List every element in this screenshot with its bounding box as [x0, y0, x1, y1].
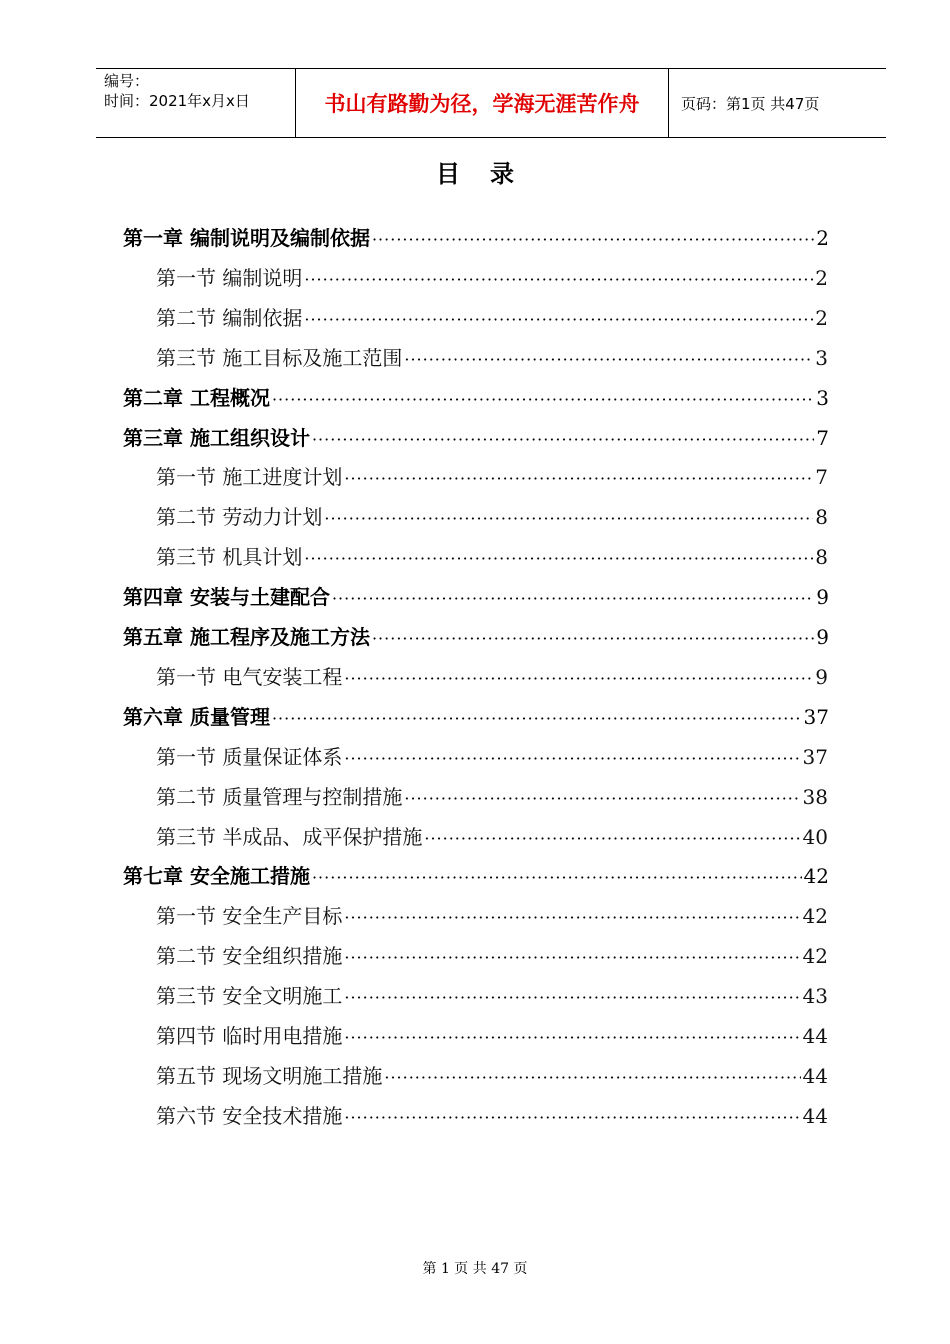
- toc-entry-page-number: 42: [803, 864, 829, 889]
- header-meta: [96, 69, 296, 137]
- toc-entry-page-number: 8: [815, 505, 828, 530]
- toc-entry-page-number: 42: [802, 904, 828, 929]
- toc-section-entry: [156, 781, 828, 817]
- toc-chapter-entry: [123, 581, 829, 617]
- toc-entry-page-number: 9: [815, 664, 828, 689]
- toc-entry-page-number: 2: [815, 265, 828, 290]
- header-motto: 书山有路勤为径，学海无涯苦作舟: [296, 69, 669, 137]
- toc-section-entry: [156, 1060, 828, 1096]
- toc-chapter-entry: [123, 701, 829, 737]
- toc-leader-dots: [304, 549, 813, 568]
- toc-section-entry: [156, 940, 828, 976]
- toc-entry-page-number: 8: [815, 545, 828, 570]
- toc-entry-page-number: 9: [816, 585, 829, 610]
- toc-entry-label: 第二节 质量管理与控制措施: [156, 784, 403, 809]
- toc-entry-page-number: 44: [802, 1063, 828, 1088]
- toc-entry-label: 第二节 安全组织措施: [156, 944, 343, 969]
- toc-chapter-entry: [123, 382, 829, 418]
- toc-entry-label: 第三章 施工组织设计: [123, 425, 310, 450]
- toc-entry-label: 第六节 安全技术措施: [156, 1103, 343, 1128]
- toc-leader-dots: [324, 509, 813, 528]
- document-time: 时间：2021年x月x日: [104, 92, 250, 110]
- toc-leader-dots: [304, 310, 813, 329]
- toc-entry-page-number: 40: [802, 824, 828, 849]
- toc-section-entry: [156, 541, 828, 577]
- toc-leader-dots: [272, 390, 814, 409]
- toc-entry-label: 第一节 施工进度计划: [156, 465, 343, 490]
- toc-entry-label: 第二章 工程概况: [123, 385, 270, 410]
- document-number-label: 编号：: [104, 72, 150, 90]
- toc-entry-page-number: 7: [816, 425, 829, 450]
- toc-leader-dots: [404, 789, 800, 808]
- toc-entry-label: 第一节 安全生产目标: [156, 904, 343, 929]
- toc-leader-dots: [404, 350, 813, 369]
- toc-entry-label: 第一节 编制说明: [156, 265, 303, 290]
- toc-entry-page-number: 7: [815, 465, 828, 490]
- toc-entry-label: 第四节 临时用电措施: [156, 1024, 343, 1048]
- toc-section-entry: [156, 821, 828, 857]
- toc-section-entry: [156, 302, 828, 338]
- toc-entry-label: 第三节 施工目标及施工范围: [156, 345, 403, 370]
- toc-entry-page-number: 3: [815, 345, 828, 370]
- toc-entry-page-number: 2: [816, 226, 829, 250]
- toc-entry-label: 第三节 机具计划: [156, 545, 303, 570]
- toc-section-entry: [156, 900, 828, 936]
- toc-entry-page-number: 44: [802, 1024, 828, 1048]
- page-header: [96, 68, 886, 138]
- toc-leader-dots: [344, 988, 800, 1007]
- toc-entry-label: 第三节 安全文明施工: [156, 984, 343, 1009]
- toc-entry-label: 第七章 安全施工措施: [123, 864, 310, 889]
- toc-leader-dots: [372, 629, 814, 648]
- toc-section-entry: [156, 342, 828, 378]
- toc-entry-label: 第五节 现场文明施工措施: [156, 1063, 383, 1088]
- toc-entry-page-number: 43: [802, 984, 828, 1009]
- page-footer: 第 1 页 共 47 页: [422, 1261, 528, 1277]
- toc-entry-label: 第一节 电气安装工程: [156, 664, 343, 689]
- toc-leader-dots: [344, 749, 800, 768]
- toc-leader-dots: [304, 270, 813, 289]
- toc-chapter-entry: [123, 422, 829, 458]
- toc-section-entry: [156, 661, 828, 697]
- toc-entry-label: 第二节 编制依据: [156, 305, 303, 330]
- toc-leader-dots: [272, 709, 802, 728]
- toc-leader-dots: [344, 908, 800, 927]
- toc-entry-page-number: 37: [803, 704, 829, 729]
- toc-leader-dots: [344, 1028, 800, 1047]
- toc-section-entry: [156, 980, 828, 1016]
- toc-leader-dots: [344, 669, 813, 688]
- toc-leader-dots: [344, 1108, 800, 1127]
- toc-entry-page-number: 42: [802, 944, 828, 969]
- toc-entry-label: 第五章 施工程序及施工方法: [123, 625, 370, 649]
- toc-entry-label: 第三节 半成品、成平保护措施: [156, 824, 423, 849]
- toc-leader-dots: [384, 1068, 800, 1087]
- toc-title: 目录: [436, 160, 544, 188]
- toc-section-entry: [156, 1020, 828, 1056]
- toc-section-entry: [156, 1100, 828, 1136]
- toc-entry-page-number: 38: [802, 784, 828, 809]
- toc-entry-label: 第四章 安装与土建配合: [123, 585, 330, 610]
- toc-entry-page-number: 37: [802, 744, 828, 769]
- toc-leader-dots: [424, 829, 800, 848]
- toc-chapter-entry: [123, 860, 829, 896]
- header-page-info: 页码：第1页 共47页: [681, 94, 820, 113]
- toc-section-entry: [156, 741, 828, 777]
- toc-leader-dots: [372, 230, 814, 249]
- toc-section-entry: [156, 461, 828, 497]
- toc-leader-dots: [344, 469, 813, 488]
- toc-entry-page-number: 3: [816, 385, 829, 410]
- toc-chapter-entry: [123, 222, 829, 258]
- toc-entry-label: 第一章 编制说明及编制依据: [123, 226, 370, 250]
- toc-section-entry: [156, 501, 828, 537]
- toc-entry-label: 第二节 劳动力计划: [156, 505, 323, 530]
- toc-entry-label: 第六章 质量管理: [123, 704, 270, 729]
- toc-leader-dots: [312, 430, 814, 449]
- toc-section-entry: [156, 262, 828, 298]
- toc-leader-dots: [332, 589, 814, 608]
- toc-chapter-entry: [123, 621, 829, 657]
- toc-leader-dots: [312, 868, 802, 887]
- toc-entry-label: 第一节 质量保证体系: [156, 744, 343, 769]
- toc-leader-dots: [344, 948, 800, 967]
- toc-entry-page-number: 44: [802, 1103, 828, 1128]
- toc-entry-page-number: 9: [816, 625, 829, 649]
- toc-entry-page-number: 2: [815, 305, 828, 330]
